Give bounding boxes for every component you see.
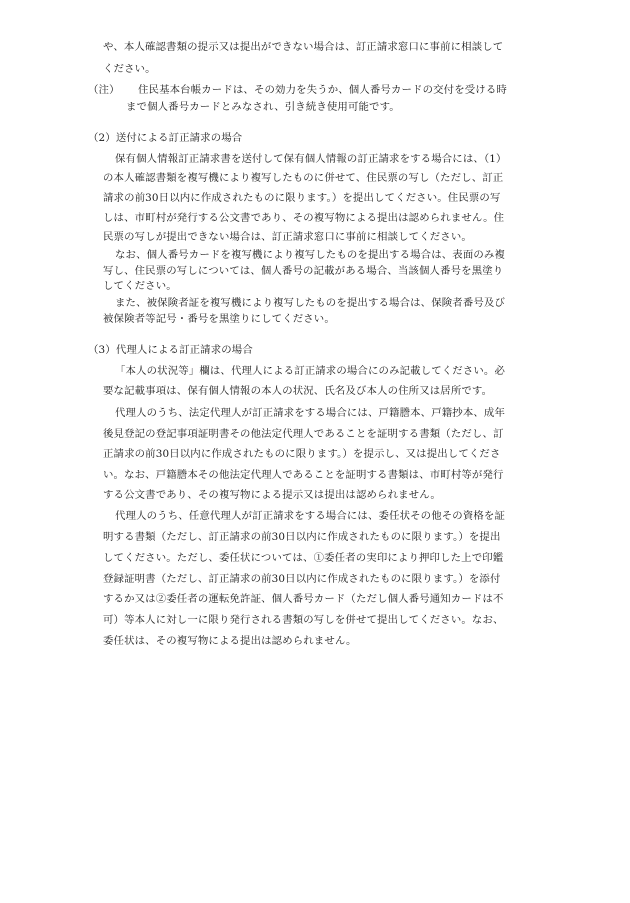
section2-para1-line-3: 請求の前30日以内に作成されたものに限ります。）を提出してください。住民票の写 — [103, 192, 501, 204]
note-line-2: まで個人番号カードとみなされ、引き続き使用可能です。 — [126, 101, 400, 113]
section2-para2-line-3: してください。 — [103, 280, 177, 292]
section3-para3-line-2: 明する書類（ただし、訂正請求の前30日以内に作成されたものに限ります。）を提出 — [103, 531, 501, 543]
section2-para3-line-1: また、被保険者証を複写機により複写したものを提出する場合は、保険者番号及び — [115, 297, 505, 309]
intro-line-1: や、本人確認書類の提示又は提出ができない場合は、訂正請求窓口に事前に相談して — [103, 41, 504, 53]
section3-para2-line-2: 後見登記の登記事項証明書その他法定代理人であることを証明する書類（ただし、訂 — [103, 428, 504, 440]
section3-heading: （3）代理人による訂正請求の場合 — [88, 344, 253, 356]
section3-para3-line-6: 可）等本人に対し一に限り発行される書類の写しを併せて提出してください。なお、 — [103, 614, 504, 626]
section3-para2-line-4: い。なお、戸籍謄本その他法定代理人であることを証明する書類は、市町村等が発行 — [103, 469, 504, 481]
section2-para2-line-1: なお、個人番号カードを複写機により複写したものを提出する場合は、表面のみ複 — [115, 249, 505, 261]
section3-para3-line-5: するか又は②委任者の運転免許証、個人番号カード（ただし個人番号通知カードは不 — [103, 593, 504, 605]
section3-para2-line-3: 正請求の前30日以内に作成されたものに限ります。）を提示し、又は提出してくださ — [103, 448, 501, 460]
section2-para2-line-2: 写し、住民票の写しについては、個人番号の記載がある場合、当該個人番号を黒塗り — [103, 265, 504, 277]
section3-para1-line-2: 要な記載事項は、保有個人情報の本人の状況、氏名及び本人の住所又は居所です。 — [103, 385, 493, 397]
section2-para3-line-2: 被保険者等記号・番号を黒塗りにしてください。 — [103, 313, 335, 325]
section3-para3-line-7: 委任状は、その複写物による提出は認められません。 — [103, 635, 357, 647]
section3-para3-line-3: してください。ただし、委任状については、①委任者の実印により押印した上で印鑑 — [103, 552, 504, 564]
note-line-1: 住民基本台帳カードは、その効力を失うか、個人番号カードの交付を受ける時 — [138, 84, 507, 96]
section3-para2-line-1: 代理人のうち、法定代理人が訂正請求をする場合には、戸籍謄本、戸籍抄本、成年 — [115, 407, 505, 419]
section3-para3-line-4: 登録証明書（ただし、訂正請求の前30日以内に作成されたものに限ります。）を添付 — [103, 573, 501, 585]
note-label: （注） — [88, 84, 120, 96]
section2-heading: （2）送付による訂正請求の場合 — [88, 132, 243, 144]
section2-para1-line-5: 民票の写しが提出できない場合は、訂正請求窓口に事前に相談してください。 — [103, 231, 472, 243]
section3-para1-line-1: 「本人の状況等」欄は、代理人による訂正請求の場合にのみ記載してください。必 — [115, 365, 505, 377]
section2-para1-line-4: しは、市町村が発行する公文書であり、その複写物による提出は認められません。住 — [103, 212, 505, 224]
section2-para1-line-1: 保有個人情報訂正請求書を送付して保有個人情報の訂正請求をする場合には、（1） — [115, 153, 507, 165]
section3-para3-line-1: 代理人のうち、任意代理人が訂正請求をする場合には、委任状その他その資格を証 — [115, 510, 505, 522]
intro-line-2: ください。 — [103, 63, 156, 75]
section2-para1-line-2: の本人確認書類を複写機により複写したものに併せて、住民票の写し（ただし、訂正 — [103, 172, 504, 184]
section3-para2-line-5: する公文書であり、その複写物による提示又は提出は認められません。 — [103, 489, 441, 501]
